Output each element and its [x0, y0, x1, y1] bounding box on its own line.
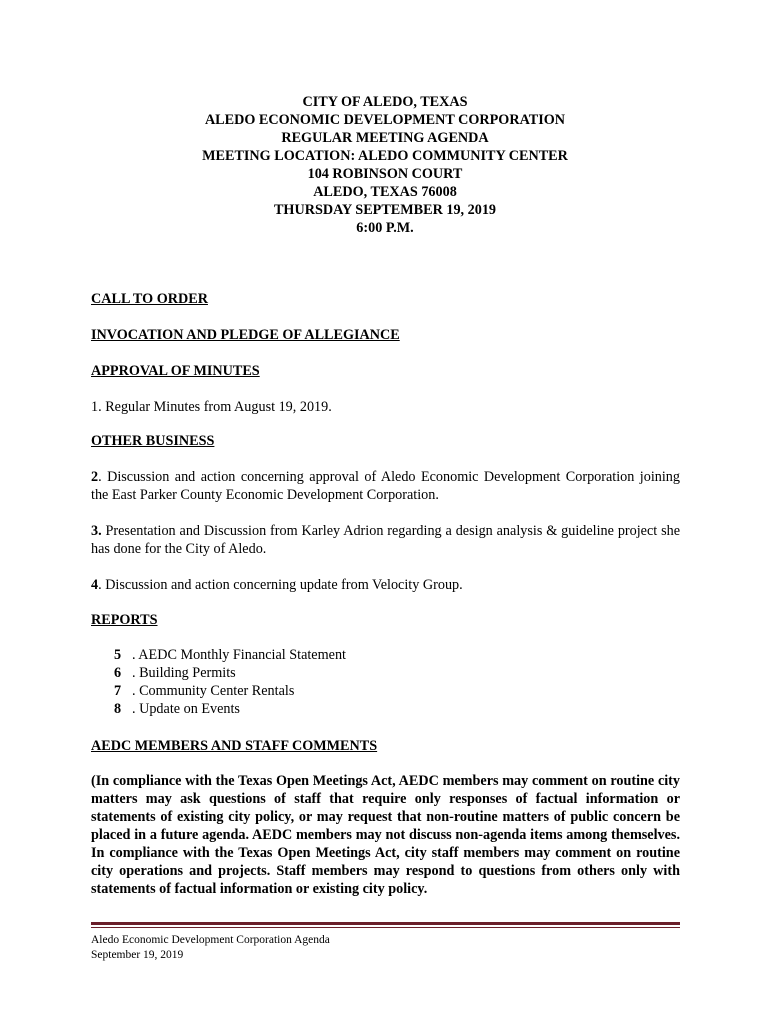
report-item-number: 7 — [114, 683, 122, 699]
agenda-item-2-text: . Discussion and action concerning approval of Aledo Economic Development Corporation joining the East Parker County Economic Development Corporation. — [91, 469, 680, 503]
compliance-notice: (In compliance with the Texas Open Meetings Act, AEDC members may comment on routine city matters may ask questions of staff that require only responses of factual information or statements of existing city policy, or may request that non-routine matters of public concern be placed in a future agenda. AEDC members may not discuss non-agenda items among themselves. In compliance with the Texas Open Meetings Act, city staff members may comment on routine city operations and projects. Staff members may respond to questions from others only with statements of factual information or existing city policy. — [91, 773, 680, 897]
header-meeting-type: REGULAR MEETING AGENDA — [281, 130, 489, 146]
agenda-item-4-number: 4 — [91, 577, 99, 593]
header-city-zip: ALEDO, TEXAS 76008 — [313, 184, 457, 200]
report-item-number: 5 — [114, 647, 122, 663]
reports-list — [114, 646, 346, 718]
report-item-number: 6 — [114, 665, 122, 681]
header-date: THURSDAY SEPTEMBER 19, 2019 — [273, 202, 497, 218]
report-item-text: . Update on Events — [132, 701, 240, 717]
heading-other-business: OTHER BUSINESS — [91, 433, 215, 449]
report-item — [114, 664, 346, 682]
header-time: 6:00 P.M. — [356, 220, 414, 236]
agenda-item-1: 1. Regular Minutes from August 19, 2019. — [91, 399, 332, 415]
footer-title: Aledo Economic Development Corporation Agenda — [91, 934, 330, 946]
report-item — [114, 700, 346, 718]
heading-approval-of-minutes: APPROVAL OF MINUTES — [91, 363, 260, 379]
report-item-number: 8 — [114, 701, 122, 717]
heading-call-to-order: CALL TO ORDER — [91, 291, 208, 307]
header-location: MEETING LOCATION: ALEDO COMMUNITY CENTER — [202, 148, 568, 164]
footer-date: September 19, 2019 — [91, 949, 184, 961]
agenda-item-3 — [91, 522, 680, 558]
agenda-item-4-text: . Discussion and action concerning update from Velocity Group. — [98, 577, 463, 593]
report-item — [114, 682, 346, 700]
heading-invocation: INVOCATION AND PLEDGE OF ALLEGIANCE — [91, 327, 400, 343]
report-item-text: . Building Permits — [132, 665, 236, 681]
footer-rule-thick — [91, 922, 680, 925]
page-footer — [91, 933, 330, 963]
header-city: CITY OF ALEDO, TEXAS — [302, 94, 468, 110]
heading-members-comments: AEDC MEMBERS AND STAFF COMMENTS — [91, 738, 378, 754]
agenda-item-2-number: 2 — [91, 469, 99, 485]
report-item-text: . AEDC Monthly Financial Statement — [132, 647, 346, 663]
footer-rule-thin — [91, 927, 680, 928]
agenda-item-4 — [91, 576, 680, 594]
report-item-text: . Community Center Rentals — [132, 683, 295, 699]
agenda-item-3-text: Presentation and Discussion from Karley Adrion regarding a design analysis & guideline project she has done for the City of Aledo. — [91, 523, 680, 557]
heading-reports: REPORTS — [91, 612, 158, 628]
header-organization: ALEDO ECONOMIC DEVELOPMENT CORPORATION — [204, 112, 566, 128]
agenda-item-2 — [91, 468, 680, 504]
agenda-item-3-number: 3. — [91, 523, 102, 539]
header-street: 104 ROBINSON COURT — [307, 166, 463, 182]
report-item — [114, 646, 346, 664]
agenda-header — [0, 93, 770, 237]
